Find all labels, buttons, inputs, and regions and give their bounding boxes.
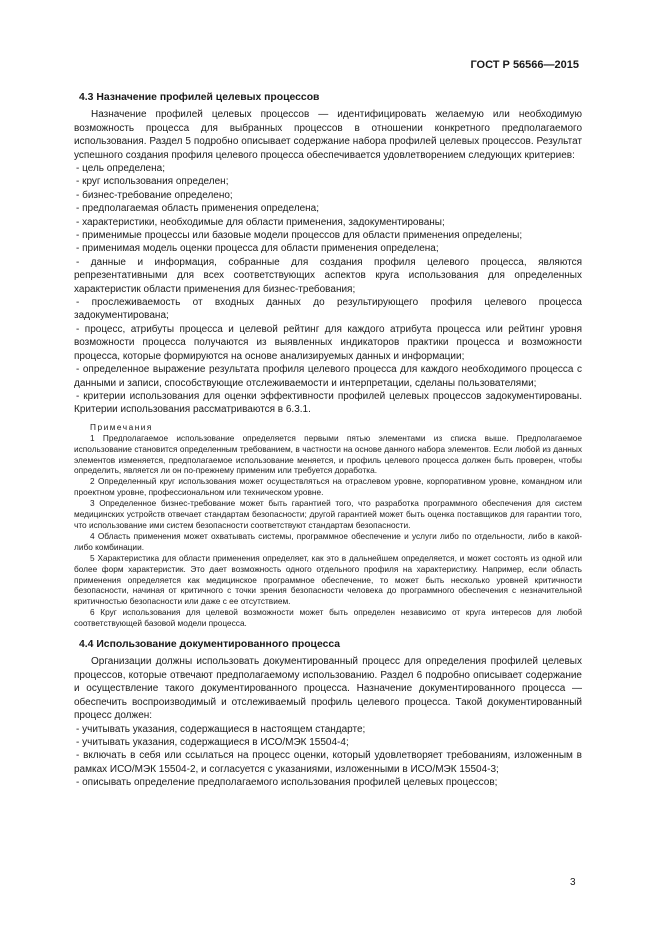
note-item: 6 Круг использования для целевой возможности может быть определен независимо от круга интересов для любой соответствующей базовой модели процесса. <box>74 607 582 629</box>
notes-block <box>74 422 582 629</box>
note-item: 1 Предполагаемое использование определяется первыми пятью элементами из списка выше. Предполагаемое использование становится определенным требованием, в частности на основе данного набора элементов. Если любой из данных элементов изменяется, предполагаемое использование меняется, и профиль целевого процесса должен быть проверен, чтобы определить, является ли он по-прежнему применим или требуется доработка. <box>74 432 582 476</box>
list-item: - круг использования определен; <box>76 176 229 188</box>
list-item: - предполагаемая область применения определена; <box>76 203 319 215</box>
section-heading-4-3: 4.3 Назначение профилей целевых процессов <box>79 92 320 103</box>
section-heading-4-4: 4.4 Использование документированного процесса <box>79 639 341 651</box>
list-item: - данные и информация, собранные для создания профиля целевого процесса, являются репрезентативными для всех соответствующих аспектов круга использования для определенных характеристик области применения для бизнес-требования; <box>74 256 582 295</box>
section-4-4 <box>74 638 582 790</box>
notes-title: Примечания <box>90 421 153 432</box>
list-item: - применимая модель оценки процесса для области применения определена; <box>76 243 439 255</box>
page-number: 3 <box>570 877 576 888</box>
list-item: - учитывать указания, содержащиеся в ИСО/МЭК 15504-4; <box>76 736 349 748</box>
note-item: 4 Область применения может охватывать системы, программное обеспечение и услуги либо по отдельности, либо в какой-либо комбинации. <box>74 530 582 552</box>
list-item: - процесс, атрибуты процесса и целевой рейтинг для каждого атрибута процесса или рейтинг уровня возможности процесса получаются из выявленных индикаторов практики процесса и возможности процесса, которые формируются на основе анализируемых данных и информации; <box>74 323 582 362</box>
criteria-list <box>74 162 582 417</box>
list-item: - применимые процессы или базовые модели процессов для области применения определены; <box>76 230 523 242</box>
note-item: 2 Определенный круг использования может осуществляться на отраслевом уровне, корпоративном уровне, командном или проектном уровне, профессиональном или техническом уровне. <box>74 476 582 498</box>
note-item: 3 Определенное бизнес-требование может быть гарантией того, что разработка программного обеспечения для систем медицинских устройств отвечает стандартам безопасности; другой гарантией может быть оценка поставщиков для гарантии того, что использование ими систем безопасности соответствуют стандартам безопасности. <box>74 498 582 530</box>
list-item: - прослеживаемость от входных данных до результирующего профиля целевого процесса задокументирована; <box>74 297 582 322</box>
section-4-4-intro: Организации должны использовать документированный процесс для определения профилей целевых процессов, которые отвечают предполагаемому использованию. Раздел 6 подробно описывает содержание и осуществление такого документированного процесса. Назначение документированного процесса — обеспечить воспроизводимый и отслеживаемый профиль целевого процесса. Такой документированный процесс должен: <box>74 656 582 722</box>
page-content <box>74 91 582 790</box>
standard-code: ГОСТ Р 56566—2015 <box>470 59 579 71</box>
list-item: - критерии использования для оценки эффективности профилей целевых процессов задокументированы. Критерии использования рассматриваются в 6.3.1. <box>74 390 582 416</box>
list-item: - описывать определение предполагаемого использования профилей целевых процессов; <box>76 777 498 789</box>
list-item: - определенное выражение результата профиля целевого процесса для каждого необходимого процесса с данными и записи, способствующие отслеживаемости и интерпретации, сделаны пользователями; <box>74 364 582 389</box>
list-item: - учитывать указания, содержащиеся в настоящем стандарте; <box>76 723 366 735</box>
section-4-3-intro: Назначение профилей целевых процессов — идентифицировать желаемую или необходимую возможность процесса для выбранных процессов в отношении конкретного предполагаемого использования. Раздел 5 подробно описывает содержание набора профилей целевых процессов. Результат успешного создания профиля целевого процесса обеспечивается удовлетворением следующих критериев: <box>74 109 582 161</box>
list-item: - бизнес-требование определено; <box>76 189 233 201</box>
list-item: - цель определена; <box>76 163 165 174</box>
list-item: - характеристики, необходимые для области применения, задокументированы; <box>76 216 445 228</box>
note-item: 5 Характеристика для области применения определяет, как это в дальнейшем определяется, и может состоять из одной или более форм характеристик. Это дает возможность одного отдельного профиля на характеристику. Например, если область применения определяется как медицинское программное обеспечение, то может быть несколько уровней критичности безопасности, начиная от критичного с точки зрения безопасности человека до программного обеспечения с незначительной критичностью безопасности или даже с ее отсутствием. <box>74 552 582 607</box>
list-item: - включать в себя или ссылаться на процесс оценки, который удовлетворяет требованиям, изложенным в рамках ИСО/МЭК 15504-2, и согласуется с указаниями, изложенными в ИСО/МЭК 15504-3; <box>74 750 582 775</box>
